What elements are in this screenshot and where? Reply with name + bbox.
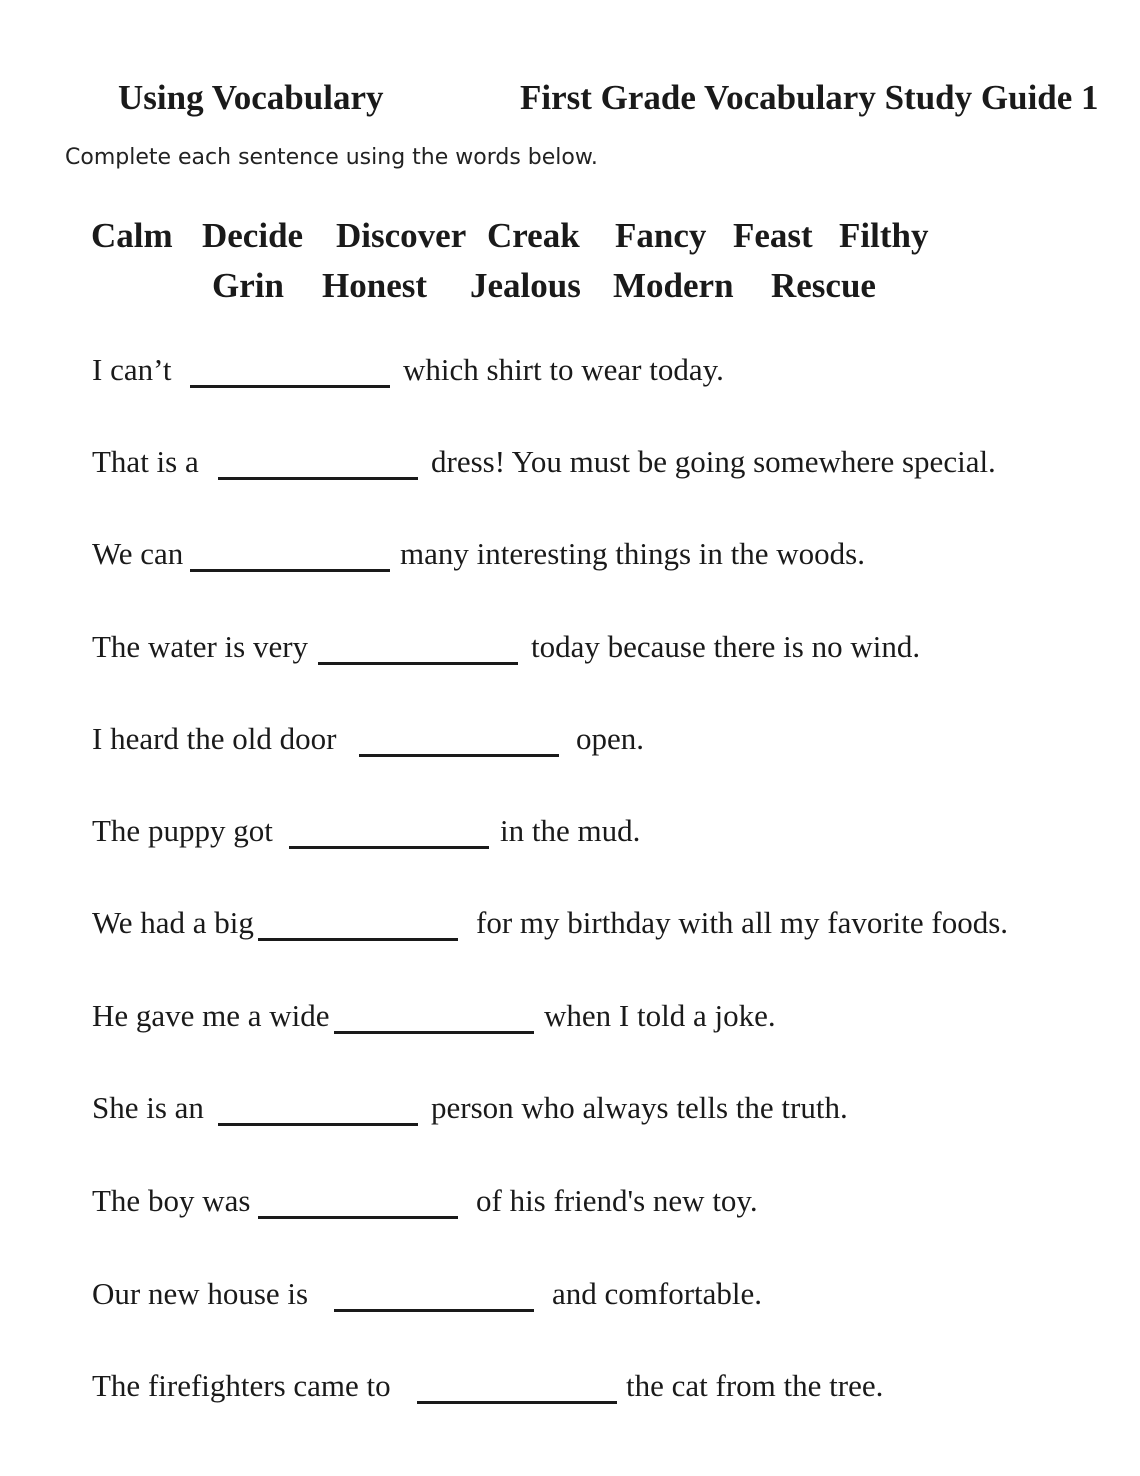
answer-blank[interactable] (334, 1309, 534, 1312)
sentence-before: Our new house is (92, 1276, 309, 1311)
word-bank-word: Filthy (839, 216, 929, 255)
sentence-before: He gave me a wide (92, 998, 330, 1033)
sentence-after: today because there is no wind. (531, 629, 921, 664)
sentence-after: open. (576, 721, 645, 756)
answer-blank[interactable] (218, 477, 418, 480)
word-bank-word: Creak (487, 216, 580, 255)
sentence-before: We can (92, 536, 184, 571)
sentence-after: dress! You must be going somewhere special. (431, 444, 996, 479)
sentence-before: That is a (92, 444, 199, 479)
word-bank-word: Calm (91, 216, 173, 255)
answer-blank[interactable] (359, 754, 559, 757)
worksheet-title: Using Vocabulary (118, 78, 384, 117)
sentence-after: the cat from the tree. (626, 1368, 884, 1403)
sentence-before: I heard the old door (92, 721, 337, 756)
word-bank-word: Rescue (771, 266, 876, 305)
answer-blank[interactable] (334, 1031, 534, 1034)
sentence-before: I can’t (92, 352, 172, 387)
sentence-after: and comfortable. (552, 1276, 763, 1311)
instructions: Complete each sentence using the words below. (65, 145, 598, 170)
word-bank-word: Decide (202, 216, 304, 255)
word-bank-word: Feast (733, 216, 813, 255)
answer-blank[interactable] (417, 1401, 617, 1404)
sentence-before: She is an (92, 1090, 204, 1125)
word-bank-word: Fancy (615, 216, 707, 255)
sentence-after: person who always tells the truth. (431, 1090, 848, 1125)
sentence-after: for my birthday with all my favorite foods. (476, 905, 1009, 940)
answer-blank[interactable] (258, 938, 458, 941)
sentence-after: when I told a joke. (544, 998, 776, 1033)
word-bank-word: Jealous (470, 266, 581, 305)
sentence-before: The boy was (92, 1183, 251, 1218)
sentence-after: in the mud. (500, 813, 641, 848)
sentence-before: We had a big (92, 905, 254, 940)
answer-blank[interactable] (318, 662, 518, 665)
word-bank-word: Grin (212, 266, 284, 305)
answer-blank[interactable] (289, 846, 489, 849)
study-guide-title: First Grade Vocabulary Study Guide 1 (520, 78, 1099, 117)
sentence-after: many interesting things in the woods. (400, 536, 865, 571)
sentence-after: of his friend's new toy. (476, 1183, 758, 1218)
sentence-after: which shirt to wear today. (403, 352, 724, 387)
sentence-before: The firefighters came to (92, 1368, 391, 1403)
answer-blank[interactable] (258, 1216, 458, 1219)
word-bank-word: Discover (336, 216, 467, 255)
answer-blank[interactable] (190, 569, 390, 572)
answer-blank[interactable] (218, 1123, 418, 1126)
word-bank-word: Modern (613, 266, 734, 305)
answer-blank[interactable] (190, 385, 390, 388)
word-bank-word: Honest (322, 266, 427, 305)
sentence-before: The puppy got (92, 813, 273, 848)
sentence-before: The water is very (92, 629, 309, 664)
